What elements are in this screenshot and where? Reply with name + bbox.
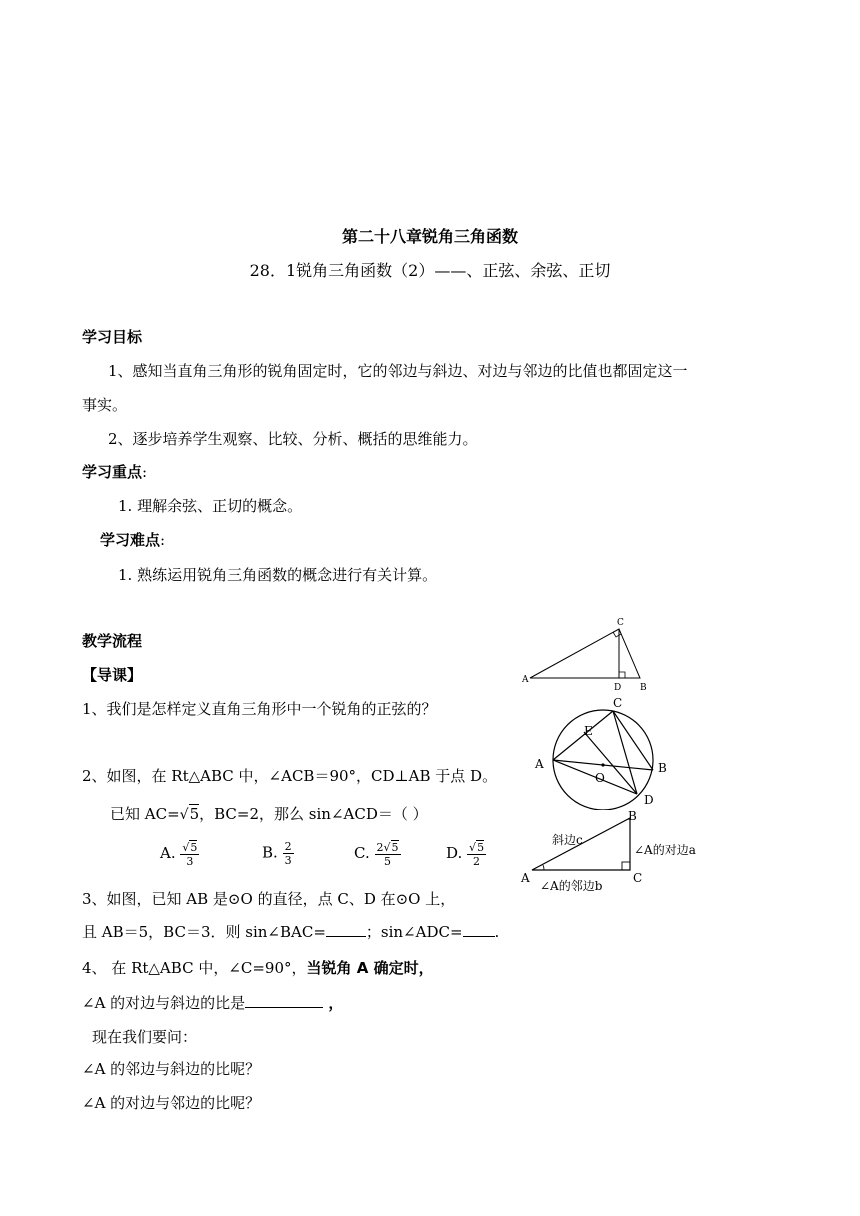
label-c: C (613, 696, 623, 710)
figure-side-names (518, 808, 718, 898)
goals-heading: 学习目标 (82, 328, 143, 346)
goal-1-line-2: 事实。 (82, 396, 128, 414)
question-4-line-2 (82, 992, 343, 1013)
process-heading: 教学流程 (82, 632, 143, 650)
option-a-num: 5 (190, 841, 198, 854)
q3-end: . (494, 923, 500, 941)
option-c-fraction: $\frac{2√5}{5}$ (376, 841, 399, 868)
chord-ed (584, 732, 637, 794)
label-b: B (658, 761, 667, 775)
option-a-fraction: $\frac{√5}{3}$ (182, 841, 198, 868)
option-c-label: C. (354, 844, 370, 862)
question-3-line-2 (82, 921, 499, 942)
chord-cd (613, 711, 637, 794)
figure-circle (525, 692, 675, 810)
triangle-abc (530, 629, 640, 678)
label-a: A (522, 675, 529, 685)
section-title-text: 28．1锐角三角函数（2）——、正弦、余弦、正切 (249, 261, 611, 280)
option-d-label: D. (446, 844, 463, 862)
question-2-line-2 (110, 803, 428, 824)
difficulties-colon: : (160, 531, 166, 549)
q2-given-bc: ，BC=2，那么 sin∠ACD＝（ ） (199, 805, 428, 823)
option-c[interactable] (354, 840, 401, 868)
option-d-num: 5 (477, 841, 485, 854)
label-o: O (595, 771, 605, 785)
center-point (601, 763, 604, 766)
section-title (0, 258, 860, 281)
answer-blank-sin-adc[interactable] (463, 922, 495, 937)
q4-ratio-end: ， (323, 994, 344, 1012)
key-points-heading (82, 461, 147, 482)
question-4-line-4: ∠A 的邻边与斜边的比呢？ (82, 1060, 261, 1078)
label-hypotenuse: 斜边c (552, 833, 583, 847)
question-4-line-1 (82, 957, 434, 978)
chapter-title: 第二十八章锐角三角函数 (341, 227, 518, 246)
goal-2: 2、逐步培养学生观察、比较、分析、概括的思维能力。 (108, 430, 478, 448)
option-b-num: 2 (284, 840, 292, 853)
right-angle-mark-c (613, 632, 621, 637)
intro-heading: 【导课】 (82, 666, 143, 684)
option-c-den: 5 (384, 855, 391, 868)
q3-second: ；sin∠ADC= (365, 923, 463, 941)
question-4-line-5: ∠A 的对边与邻边的比呢？ (82, 1094, 261, 1112)
label-adjacent-side: ∠A的邻边b (540, 879, 603, 893)
option-d-den: 2 (473, 855, 481, 868)
option-a-den: 3 (186, 855, 194, 868)
label-b: B (640, 683, 647, 693)
label-c: C (633, 871, 643, 885)
sqrt-symbol: √ (179, 807, 189, 823)
label-a: A (521, 871, 530, 885)
goal-1-line-1: 1、感知当直角三角形的锐角固定时，它的邻边与斜边、对边与邻边的比值也都固定这一 (108, 362, 688, 380)
question-4-line-3: 现在我们要问： (92, 1028, 198, 1046)
q4-emphasis: 当锐角 A 确定时， (306, 959, 434, 977)
q3-given: 且 AB＝5，BC＝3．则 sin∠BAC= (82, 923, 326, 941)
option-b-fraction (283, 840, 294, 867)
label-d: D (614, 683, 622, 693)
label-opposite-side: ∠A的对边a (634, 843, 696, 857)
option-b-den: 3 (284, 854, 292, 867)
label-d: D (644, 793, 654, 807)
option-c-coef: 2 (376, 841, 384, 854)
angle-a-arc (543, 865, 544, 870)
key-points-colon: : (142, 463, 148, 481)
figure-triangle-altitude (515, 612, 665, 694)
answer-blank-ratio[interactable] (245, 993, 323, 1008)
chord-ac (553, 711, 613, 760)
answer-blank-sin-bac[interactable] (326, 922, 366, 937)
option-b[interactable] (262, 840, 294, 867)
label-e: E (584, 724, 593, 738)
option-a-label: A. (160, 844, 176, 862)
label-c: C (617, 618, 624, 628)
option-d[interactable] (446, 840, 486, 868)
key-points-heading-text: 学习重点 (82, 463, 143, 481)
q4-intro: 4、 在 Rt△ABC 中，∠C=90°， (82, 959, 307, 977)
question-2-line-1: 2、如图，在 Rt△ABC 中，∠ACB＝90°，CD⊥AB 于点 D。 (82, 767, 498, 785)
q2-given-ac: 已知 AC= (110, 805, 180, 823)
right-angle-mark (622, 862, 630, 870)
label-b: B (628, 809, 637, 823)
difficulty-1: 1. 熟练运用锐角三角函数的概念进行有关计算。 (118, 566, 438, 584)
right-angle-mark-d (619, 672, 625, 678)
option-a[interactable] (160, 840, 199, 868)
option-d-fraction: $\frac{√5}{2}$ (469, 841, 485, 868)
difficulties-heading-text: 学习难点 (100, 531, 161, 549)
q4-ratio-question: ∠A 的对边与斜边的比是 (82, 994, 246, 1012)
difficulties-heading (100, 529, 165, 550)
key-point-1: 1. 理解余弦、正切的概念。 (118, 497, 303, 515)
option-c-num: 5 (391, 841, 399, 854)
question-3-line-1: 3、如图，已知 AB 是⊙O 的直径，点 C、D 在⊙O 上， (82, 890, 456, 908)
option-b-label: B. (262, 843, 278, 862)
circle-o (553, 710, 653, 810)
label-a: A (535, 757, 544, 771)
question-1: 1、我们是怎样定义直角三角形中一个锐角的正弦的？ (82, 700, 437, 718)
q2-radicand: 5 (189, 805, 200, 823)
